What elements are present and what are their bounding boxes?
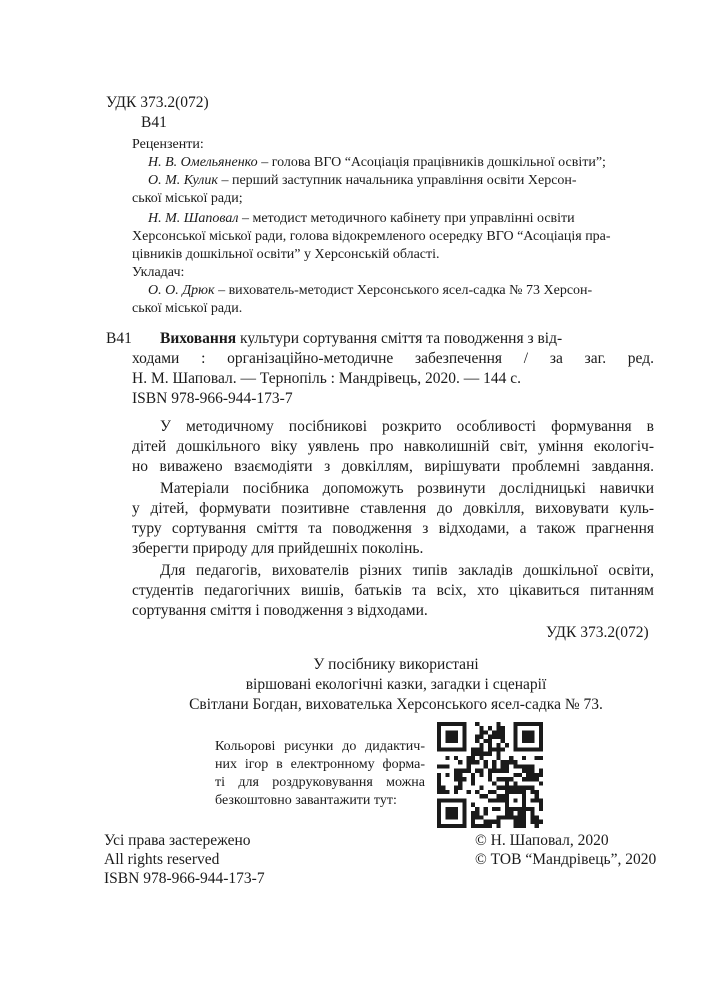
- biblio-index: В41: [106, 330, 132, 347]
- abstract-line: но виважено взаємодіяти з довкіллям, вирішувати проблемні завдання.: [132, 458, 654, 475]
- reviewer-role: – перший заступник начальника управління освіти Херсон-: [217, 173, 577, 188]
- reviewer-role: – методист методичного кабінету при управлінні освіти: [238, 211, 575, 226]
- reviewer-name: О. М. Кулик: [148, 173, 218, 188]
- reviewer-2-cont: ської міської ради;: [132, 191, 243, 206]
- biblio-line2: ходами : організаційно-методичне забезпечення / за заг. ред.: [132, 350, 654, 367]
- copyright-line: © Н. Шаповал, 2020: [475, 832, 609, 849]
- reviewer-role: – голова ВГО “Асоціація працівників дошкільної освіти”;: [257, 155, 606, 170]
- compiler-cont: ської міської ради.: [132, 301, 243, 316]
- qr-text-line: них ігор в електронному форма-: [215, 757, 425, 772]
- abstract-line: зберегти природу для прийдешніх поколінь.: [132, 540, 424, 557]
- abstract-line: сортування сміття і поводження з відходами.: [132, 602, 428, 619]
- qr-text-line: ті для роздруковування можна: [215, 775, 425, 790]
- udk-right: УДК 373.2(072): [546, 624, 649, 641]
- compiler-name: О. О. Дрюк: [148, 283, 215, 298]
- qr-text-line: безкоштовно завантажити тут:: [215, 793, 397, 808]
- note-line: Світлани Богдан, вихователька Херсонського ясел-садка № 73.: [189, 696, 603, 713]
- abstract-line: дітей дошкільного віку уявлень про навколишній світ, уміння екологіч-: [132, 438, 654, 455]
- biblio-line3: Н. М. Шаповал. — Тернопіль : Мандрівець, 2020. — 144 с.: [132, 370, 521, 387]
- rights-isbn: ISBN 978-966-944-173-7: [104, 870, 265, 887]
- qr-code[interactable]: [437, 722, 543, 828]
- reviewer-3-cont2: цівників дошкільної освіти” у Херсонській області.: [132, 247, 440, 262]
- biblio-title-line: [160, 330, 562, 348]
- rights-line: Усі права застережено: [104, 832, 251, 849]
- biblio-title: Виховання: [160, 330, 237, 347]
- abstract-line: Матеріали посібника допоможуть розвинути дослідницькі навички: [160, 480, 654, 497]
- biblio-line1: культури сортування сміття та поводження з від-: [236, 330, 563, 347]
- reviewer-1: [148, 154, 606, 171]
- note-line: віршовані екологічні казки, загадки і сценарії: [245, 676, 547, 693]
- copyright-line: © ТОВ “Мандрівець”, 2020: [475, 851, 657, 868]
- reviewer-3-cont: Херсонської міської ради, голова відокремленого осередку ВГО “Асоціація пра-: [132, 229, 611, 244]
- udk-code: УДК 373.2(072): [106, 94, 209, 111]
- reviewers-label: Рецензенти:: [132, 137, 204, 152]
- reviewer-3: [148, 210, 575, 227]
- biblio-isbn: ISBN 978-966-944-173-7: [132, 390, 293, 407]
- abstract-line: студентів педагогічних вишів, батьків та всіх, хто цікавиться питанням: [132, 582, 654, 599]
- compiler: [148, 282, 592, 299]
- note-line: У посібнику використані: [313, 656, 479, 673]
- rights-line: All rights reserved: [104, 851, 220, 868]
- qr-text-line: Кольорові рисунки до дидактич-: [215, 739, 425, 754]
- reviewer-name: Н. М. Шаповал: [148, 211, 239, 226]
- reviewer-name: Н. В. Омельяненко: [148, 155, 258, 170]
- abstract-line: у дітей, формувати позитивне ставлення до довкілля, виховувати куль-: [132, 500, 654, 517]
- abstract-line: Для педагогів, вихователів різних типів закладів дошкільної освіти,: [160, 562, 654, 579]
- book-index: В41: [141, 114, 167, 131]
- compiler-label: Укладач:: [132, 265, 185, 280]
- compiler-role: – вихователь-методист Херсонського ясел-садка № 73 Херсон-: [214, 283, 593, 298]
- reviewer-2: [148, 172, 577, 189]
- abstract-line: У методичному посібникові розкрито особливості формування в: [160, 418, 654, 435]
- abstract-line: туру сортування сміття та поводження з відходами, а також прагнення: [132, 520, 654, 537]
